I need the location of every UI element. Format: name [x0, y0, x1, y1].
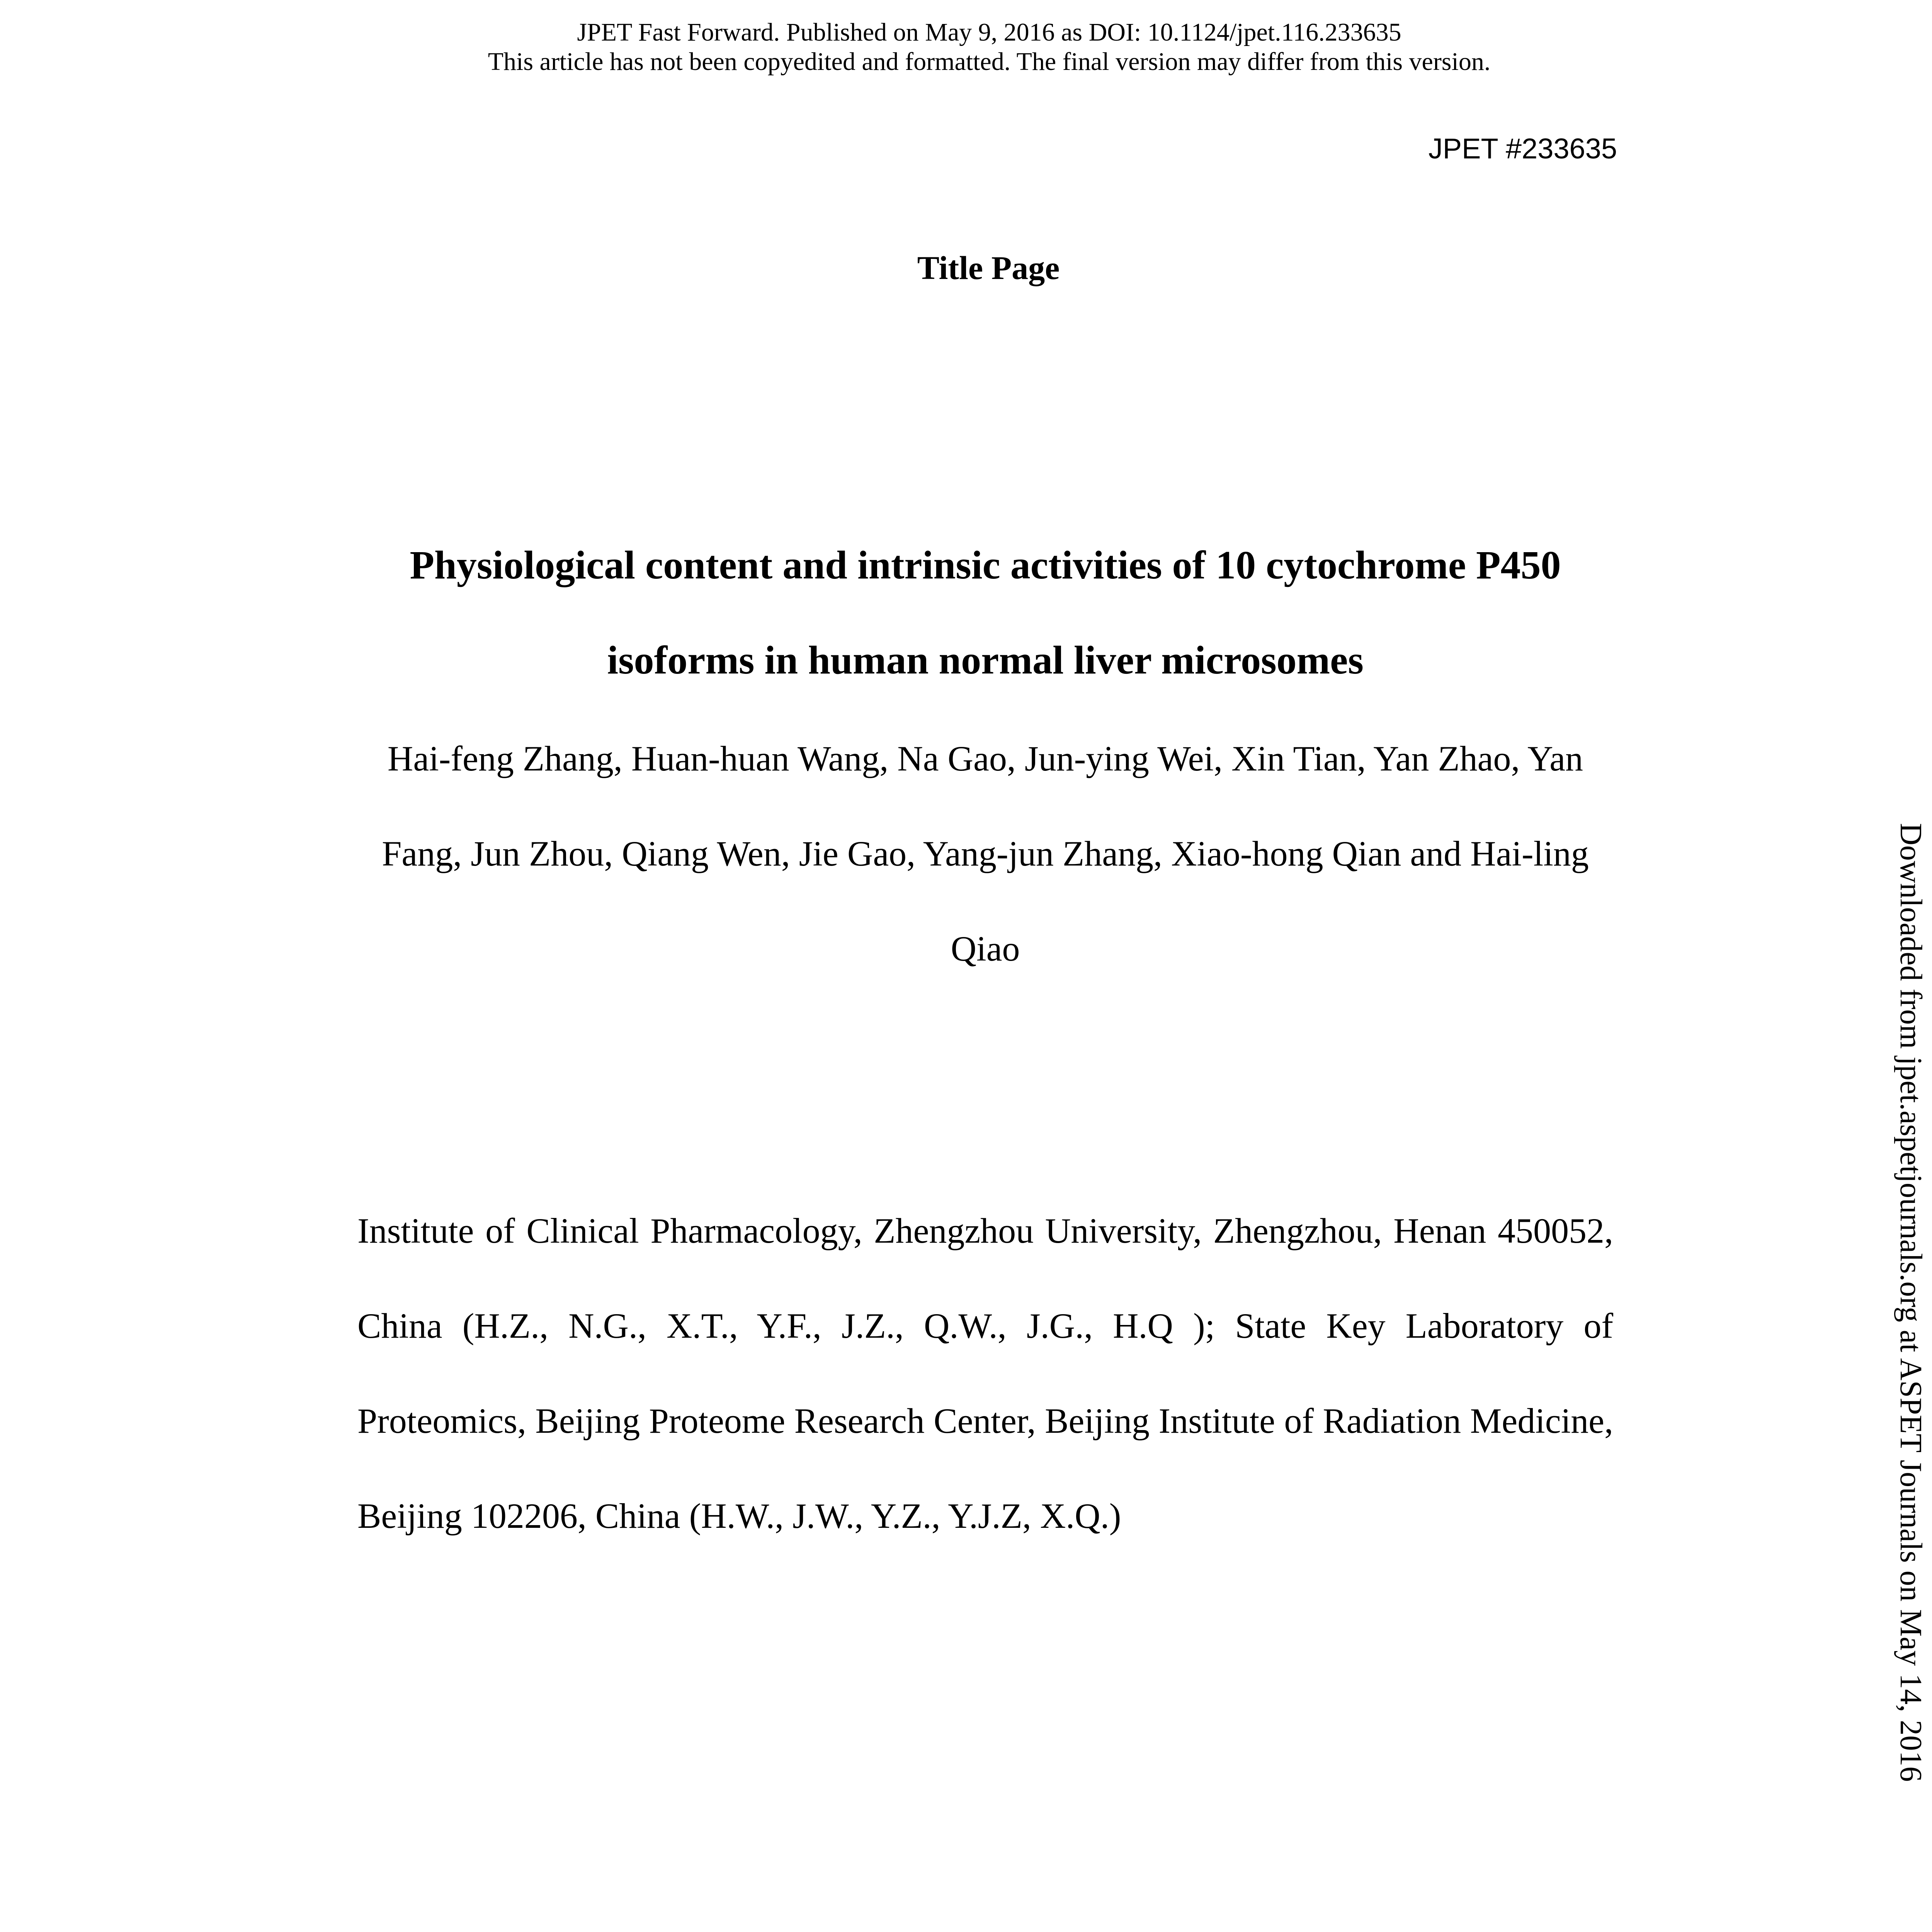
paper-title: Physiological content and intrinsic activities of 10 cytochrome P450 isoforms in human normal liver microsomes: [410, 543, 1561, 682]
download-watermark: Downloaded from jpet.aspetjournals.org at ASPET Journals on May 14, 2016: [1894, 823, 1928, 1782]
author-list: Hai-feng Zhang, Huan-huan Wang, Na Gao, Jun-ying Wei, Xin Tian, Yan Zhao, Yan Fang, Jun Zhou, Qiang Wen, Jie Gao, Yang-jun Zhang, Xiao-hong Qian and Hai-ling Qiao: [382, 739, 1589, 968]
article-id: JPET #233635: [1428, 133, 1617, 165]
fast-forward-notice: JPET Fast Forward. Published on May 9, 2016 as DOI: 10.1124/jpet.116.233635: [577, 18, 1401, 46]
copyedit-disclaimer: This article has not been copyedited and formatted. The final version may differ from this version.: [488, 48, 1491, 76]
affiliations: Institute of Clinical Pharmacology, Zhengzhou University, Zhengzhou, Henan 450052, China (H.Z., N.G., X.T., Y.F., J.Z., Q.W., J.G., H.Q ); State Key Laboratory of Proteomics, Beijing Proteome Research Center, Beijing Institute of Radiation Medicine, Beijing 102206, China (H.W., J.W., Y.Z., Y.J.Z, X.Q.): [357, 1211, 1613, 1536]
section-heading: Title Page: [917, 249, 1060, 286]
